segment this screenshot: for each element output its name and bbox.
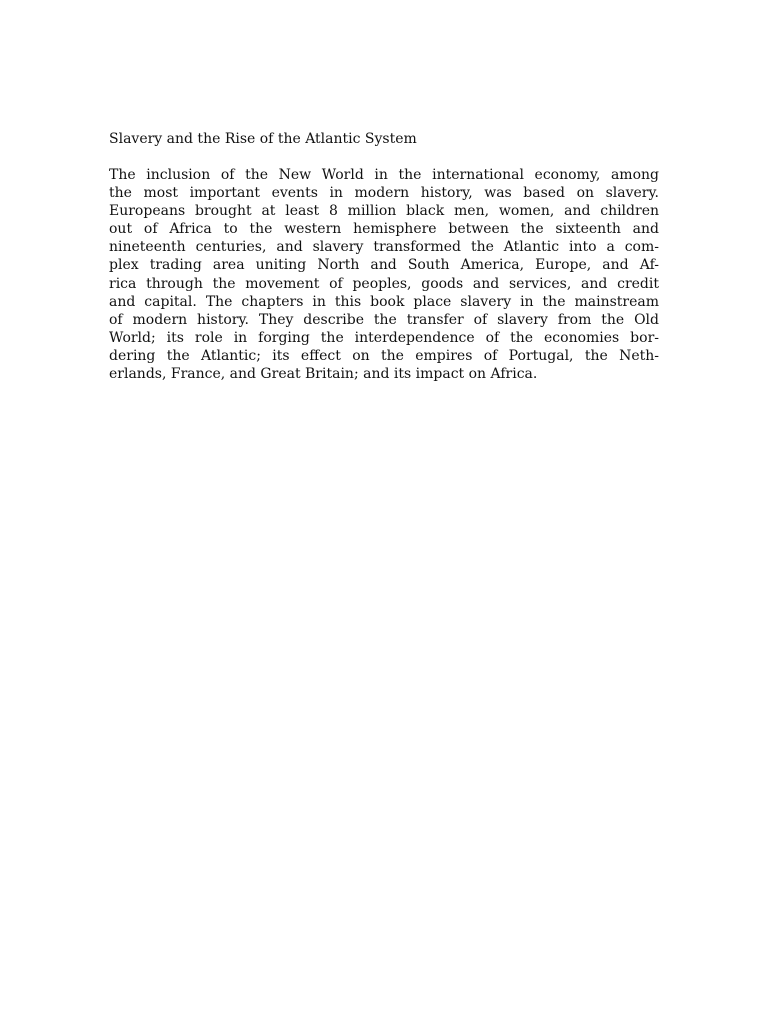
paragraph-line: the most important events in modern history, was based on slavery. (109, 185, 659, 202)
paragraph-line: plex trading area uniting North and South America, Europe, and Af- (109, 257, 659, 274)
paragraph-line: nineteenth centuries, and slavery transformed the Atlantic into a com- (109, 239, 659, 256)
paragraph-line: dering the Atlantic; its effect on the empires of Portugal, the Neth- (109, 347, 659, 364)
description-paragraph (109, 166, 659, 383)
paragraph-line: World; its role in forging the interdependence of the economies bor- (109, 329, 659, 346)
paragraph-line: out of Africa to the western hemisphere between the sixteenth and (109, 221, 659, 238)
paragraph-line: erlands, France, and Great Britain; and its impact on Africa. (109, 366, 538, 383)
book-title: Slavery and the Rise of the Atlantic System (109, 131, 417, 147)
paragraph-line: of modern history. They describe the transfer of slavery from the Old (109, 311, 659, 328)
paragraph-line: The inclusion of the New World in the international economy, among (109, 167, 659, 183)
paragraph-line: rica through the movement of peoples, goods and services, and credit (109, 275, 659, 292)
paragraph-line: Europeans brought at least 8 million black men, women, and children (109, 203, 659, 220)
paragraph-line: and capital. The chapters in this book place slavery in the mainstream (109, 293, 659, 310)
